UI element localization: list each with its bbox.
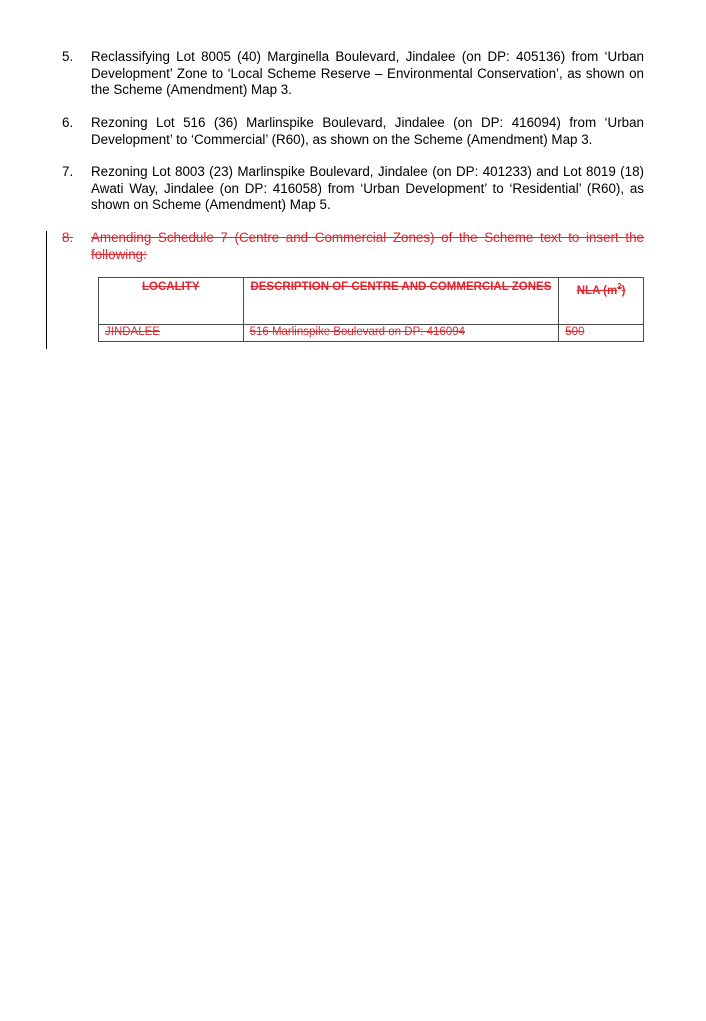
table-row bbox=[99, 325, 644, 342]
list-item-number: 5. bbox=[62, 49, 74, 64]
list-item-text: Rezoning Lot 516 (36) Marlinspike Boulevard, Jindalee (on DP: 416094) from ‘Urban Development’ to ‘Commercial’ (R60), as shown on the Scheme (Amendment) Map 3. bbox=[91, 115, 644, 147]
header-description: DESCRIPTION OF CENTRE AND COMMERCIAL ZONES bbox=[243, 278, 559, 325]
table-header-row bbox=[99, 278, 644, 325]
cell-locality: JINDALEE bbox=[99, 325, 244, 342]
cell-nla: 500 bbox=[559, 325, 644, 342]
list-item-number: 7. bbox=[62, 164, 74, 179]
header-nla-superscript: 2 bbox=[617, 282, 622, 291]
list-item-7 bbox=[62, 164, 644, 214]
list-item-number: 8. bbox=[62, 230, 74, 245]
header-nla bbox=[559, 278, 644, 325]
list-item-text: Rezoning Lot 8003 (23) Marlinspike Boulevard, Jindalee (on DP: 401233) and Lot 8019 (18) Awati Way, Jindalee (on DP: 416058) from ‘Urban Development’ to ‘Residential’ (R60), as shown on Scheme (Amendment) Map 5. bbox=[91, 164, 644, 212]
list-item-text: Reclassifying Lot 8005 (40) Marginella Boulevard, Jindalee (on DP: 405136) from ‘Urban Development’ Zone to ‘Local Scheme Reserve – Environmental Conservation’, as shown on the Scheme (Amendment) Map 3. bbox=[91, 49, 644, 97]
header-locality: LOCALITY bbox=[99, 278, 244, 325]
list-item-6 bbox=[62, 115, 644, 148]
list-item-8-deleted bbox=[62, 230, 644, 263]
header-nla-close: ) bbox=[621, 284, 626, 297]
header-nla-label: NLA (m bbox=[576, 284, 618, 297]
list-item-text: Amending Schedule 7 (Centre and Commercial Zones) of the Scheme text to insert the following: bbox=[91, 230, 644, 262]
list-item-5 bbox=[62, 49, 644, 99]
list-item-number: 6. bbox=[62, 115, 74, 130]
cell-description: 516 Marlinspike Boulevard on DP: 416094 bbox=[243, 325, 559, 342]
schedule-7-table-deleted bbox=[98, 277, 644, 342]
revision-change-bar bbox=[46, 231, 47, 349]
